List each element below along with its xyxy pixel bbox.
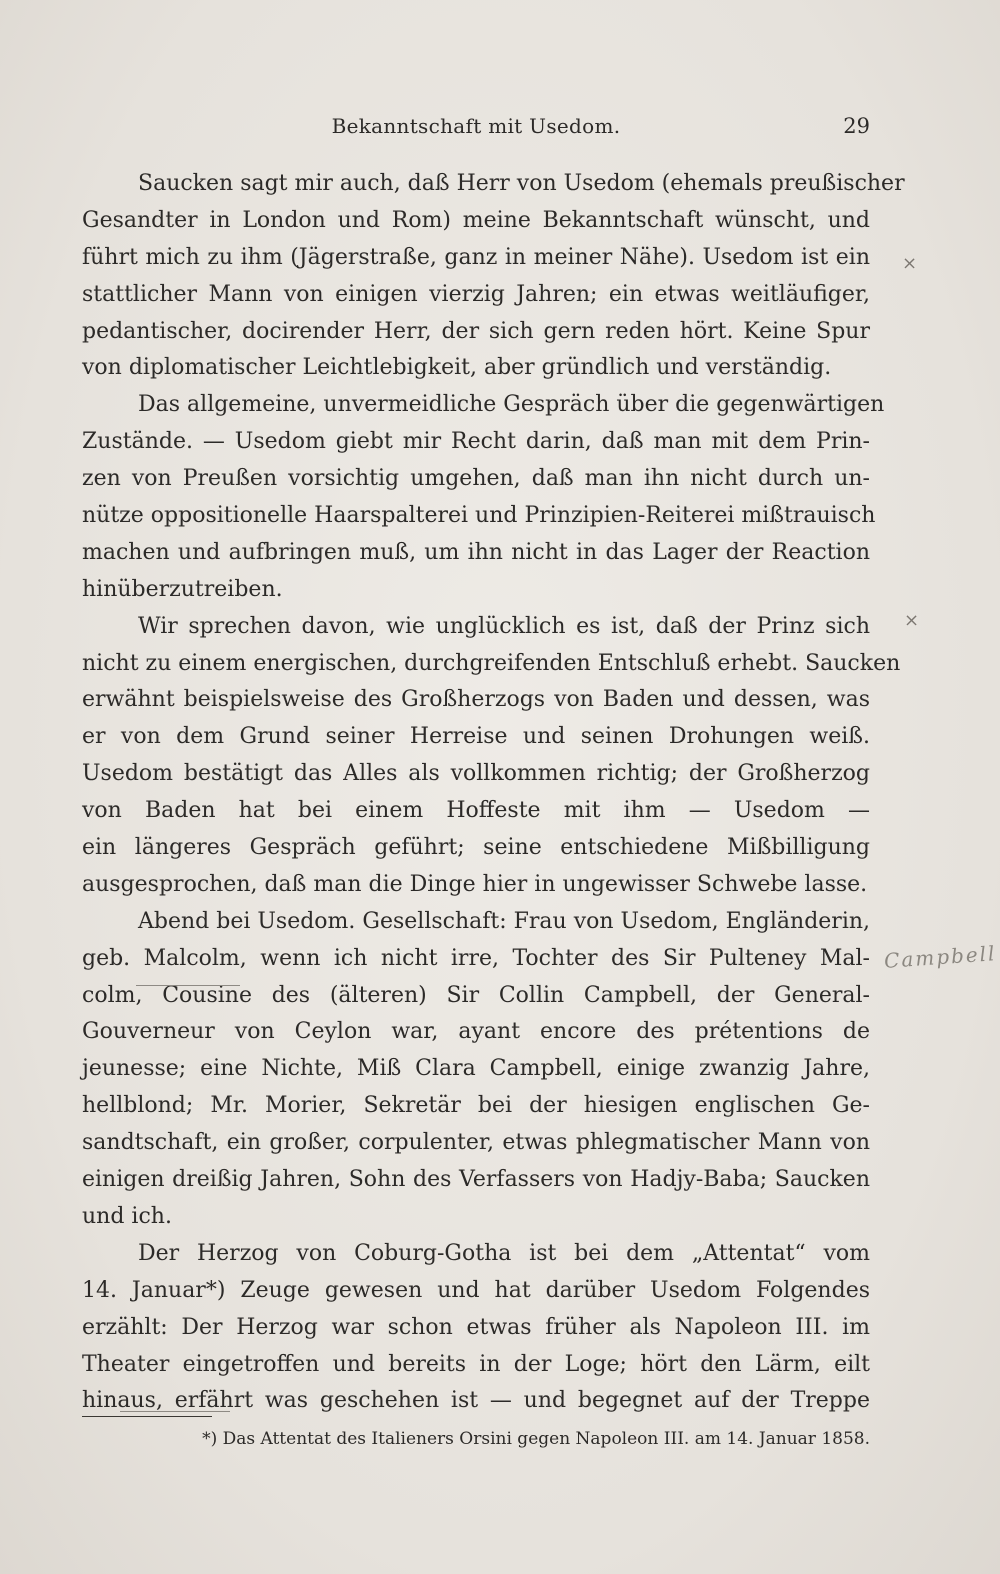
footnote: *) Das Attentat des Italieners Orsini gegen Napoleon III. am 14. Januar 1858. (202, 1429, 870, 1449)
text-line: machen und aufbringen muß, um ihn nicht in das Lager der Reaction (82, 539, 870, 565)
text-line: hinüberzutreiben. (82, 576, 283, 602)
text-line: Gesandter in London und Rom) meine Bekanntschaft wünscht, und (82, 207, 870, 233)
page-number: 29 (843, 114, 870, 138)
text-line: zen von Preußen vorsichtig umgehen, daß man ihn nicht durch un- (82, 466, 870, 492)
text-line: ausgesprochen, daß man die Dinge hier in ungewisser Schwebe lasse. (82, 871, 868, 897)
text-line: Der Herzog von Coburg-Gotha ist bei dem „Attentat“ vom (138, 1240, 870, 1266)
footnote-rule (82, 1416, 212, 1417)
text-line: nicht zu einem energischen, durchgreifenden Entschluß erhebt. Saucken (82, 650, 901, 676)
text-line: stattlicher Mann von einigen vierzig Jahren; ein etwas weitläufiger, (82, 281, 870, 307)
margin-cross-mark: × (902, 253, 918, 274)
text-line: ein längeres Gespräch geführt; seine entschiedene Mißbilligung (82, 835, 870, 861)
text-line: hinaus, erfährt was geschehen ist — und begegnet auf der Treppe (82, 1388, 870, 1414)
text-line: führt mich zu ihm (Jägerstraße, ganz in meiner Nähe). Usedom ist ein (82, 244, 870, 270)
text-line: Abend bei Usedom. Gesellschaft: Frau von Usedom, Engländerin, (138, 908, 871, 934)
body-text (82, 166, 905, 1420)
text-line: sandtschaft, ein großer, corpulenter, etwas phlegmatischer Mann von (82, 1130, 870, 1156)
text-line: 14. Januar*) Zeuge gewesen und hat darüber Usedom Folgendes (82, 1277, 870, 1303)
text-line: Saucken sagt mir auch, daß Herr von Usedom (ehemals preußischer (138, 171, 905, 196)
text-line: Theater eingetroffen und bereits in der Loge; hört den Lärm, eilt (82, 1351, 870, 1377)
text-line: einigen dreißig Jahren, Sohn des Verfassers von Hadjy-Baba; Saucken (82, 1167, 870, 1193)
text-line: von Baden hat bei einem Hoffeste mit ihm — Usedom — (82, 798, 870, 824)
text-line: Das allgemeine, unvermeidliche Gespräch über die gegenwärtigen (138, 392, 885, 418)
text-line: er von dem Grund seiner Herreise und seinen Drohungen weiß. (82, 724, 870, 750)
text-line: jeunesse; eine Nichte, Miß Clara Campbell, einige zwanzig Jahre, (82, 1056, 870, 1082)
text-line: geb. Malcolm, wenn ich nicht irre, Tochter des Sir Pulteney Mal- (82, 945, 870, 971)
pencil-underline (120, 1411, 230, 1412)
text-line: Wir sprechen davon, wie unglücklich es ist, daß der Prinz sich (138, 613, 870, 639)
text-line: Gouverneur von Ceylon war, ayant encore des prétentions de (82, 1019, 870, 1045)
text-line: erwähnt beispielsweise des Großherzogs von Baden und dessen, was (82, 687, 870, 713)
text-line: pedantischer, docirender Herr, der sich gern reden hört. Keine Spur (82, 318, 870, 344)
text-line: von diplomatischer Leichtlebigkeit, aber gründlich und verständig. (82, 355, 832, 381)
text-line: colm, Cousine des (älteren) Sir Collin Campbell, der General- (82, 982, 870, 1008)
text-line: nütze oppositionelle Haarspalterei und Prinzipien-Reiterei mißtrauisch (82, 503, 876, 529)
pencil-underline (136, 985, 240, 986)
handwritten-margin-note: Campbell (883, 941, 998, 973)
margin-cross-mark: × (904, 610, 920, 631)
running-title: Bekanntschaft mit Usedom. (331, 114, 621, 138)
page-header (82, 114, 870, 144)
text-line: Zustände. — Usedom giebt mir Recht darin, daß man mit dem Prin- (82, 429, 870, 455)
text-line: Usedom bestätigt das Alles als vollkommen richtig; der Großherzog (82, 761, 870, 787)
text-line: hellblond; Mr. Morier, Sekretär bei der hiesigen englischen Ge- (82, 1093, 870, 1119)
text-line: erzählt: Der Herzog war schon etwas früher als Napoleon III. im (82, 1314, 870, 1340)
text-line: und ich. (82, 1203, 172, 1229)
